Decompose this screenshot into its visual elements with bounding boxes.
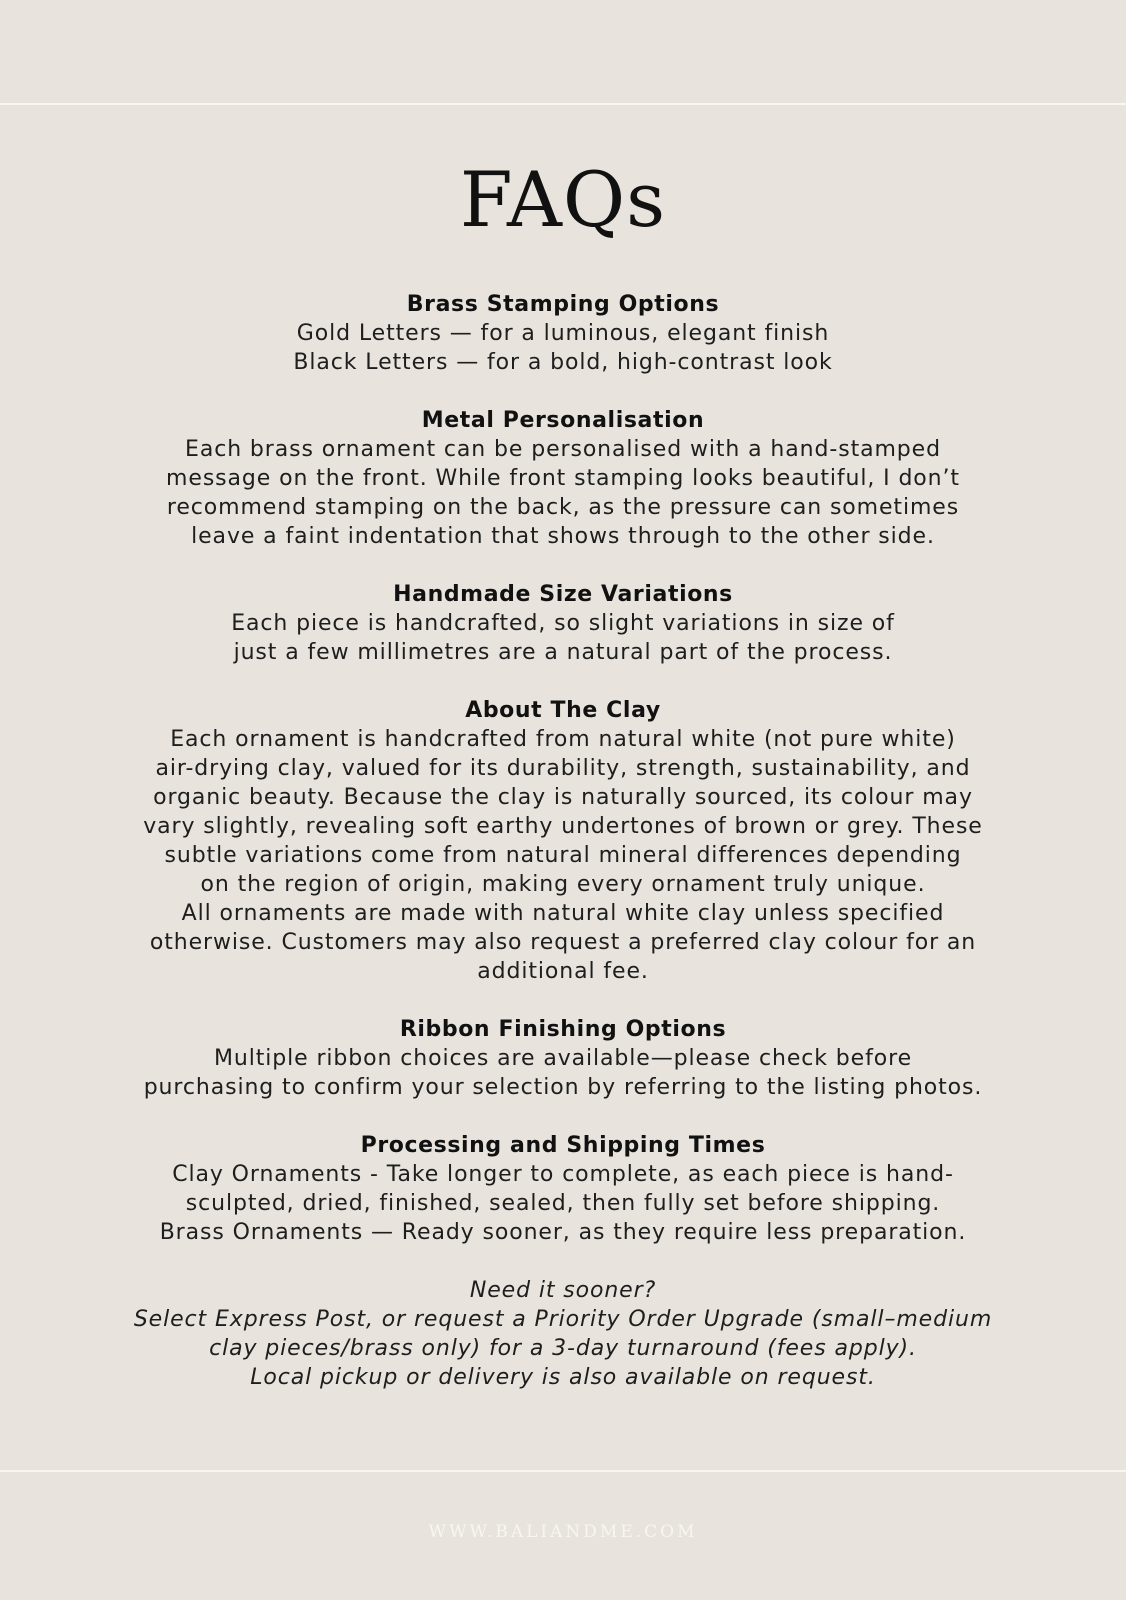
faq-heading: About The Clay — [465, 698, 661, 723]
faq-text-line: Multiple ribbon choices are available—please check before — [213, 1046, 913, 1071]
note-line: Select Express Post, or request a Priority Order Upgrade (small–medium — [133, 1307, 993, 1332]
faq-text-line: organic beauty. Because the clay is naturally sourced, its colour may — [153, 785, 973, 810]
page-title: FAQs — [459, 155, 667, 244]
faq-content — [60, 290, 1066, 1421]
faq-processing-shipping — [60, 1131, 1066, 1247]
faq-metal-personalisation — [60, 406, 1066, 551]
faq-text-line: Black Letters — for a bold, high-contrast look — [293, 350, 833, 375]
faq-text-line: purchasing to confirm your selection by referring to the listing photos. — [143, 1075, 983, 1100]
faq-text-line: subtle variations come from natural mineral differences depending — [164, 843, 962, 868]
faq-size-variations — [60, 580, 1066, 667]
faq-text-line: Brass Ornaments — Ready sooner, as they require less preparation. — [159, 1220, 967, 1245]
faq-text-line: Each piece is handcrafted, so slight variations in size of — [231, 611, 895, 636]
bottom-divider — [0, 1470, 1126, 1472]
note-line: clay pieces/brass only) for a 3-day turnaround (fees apply). — [209, 1336, 917, 1361]
faq-heading: Processing and Shipping Times — [360, 1133, 766, 1158]
faq-ribbon-options — [60, 1015, 1066, 1102]
faq-text-line: leave a faint indentation that shows through to the other side. — [191, 524, 935, 549]
faq-text-line: All ornaments are made with natural white clay unless specified — [181, 901, 945, 926]
faq-text-line: Each brass ornament can be personalised with a hand-stamped — [185, 437, 941, 462]
faq-brass-stamping — [60, 290, 1066, 377]
faq-text-line: otherwise. Customers may also request a preferred clay colour for an — [149, 930, 977, 955]
faq-text-line: sculpted, dried, finished, sealed, then fully set before shipping. — [185, 1191, 941, 1216]
faq-text-line: recommend stamping on the back, as the pressure can sometimes — [166, 495, 960, 520]
faq-text-line: Clay Ornaments - Take longer to complete, as each piece is hand- — [172, 1162, 954, 1187]
faq-text-line: message on the front. While front stamping looks beautiful, I don’t — [166, 466, 960, 491]
faq-heading: Brass Stamping Options — [406, 292, 720, 317]
faq-text-line: on the region of origin, making every ornament truly unique. — [200, 872, 926, 897]
note-line: Need it sooner? — [469, 1278, 657, 1303]
faq-heading: Ribbon Finishing Options — [399, 1017, 727, 1042]
faq-text-line: just a few millimetres are a natural part of the process. — [233, 640, 893, 665]
faq-text-line: Gold Letters — for a luminous, elegant finish — [296, 321, 830, 346]
top-divider — [0, 103, 1126, 105]
note-line: Local pickup or delivery is also available on request. — [250, 1365, 876, 1390]
faq-heading: Metal Personalisation — [421, 408, 705, 433]
faq-priority-note — [60, 1276, 1066, 1392]
faq-text-line: vary slightly, revealing soft earthy undertones of brown or grey. These — [143, 814, 983, 839]
faq-text-line: air-drying clay, valued for its durability, strength, sustainability, and — [155, 756, 971, 781]
website-url: WWW.BALIANDME.COM — [428, 1522, 698, 1542]
faq-about-clay — [60, 696, 1066, 986]
faq-text-line: Each ornament is handcrafted from natural white (not pure white) — [170, 727, 956, 752]
faq-text-line: additional fee. — [477, 959, 649, 984]
faq-heading: Handmade Size Variations — [393, 582, 733, 607]
